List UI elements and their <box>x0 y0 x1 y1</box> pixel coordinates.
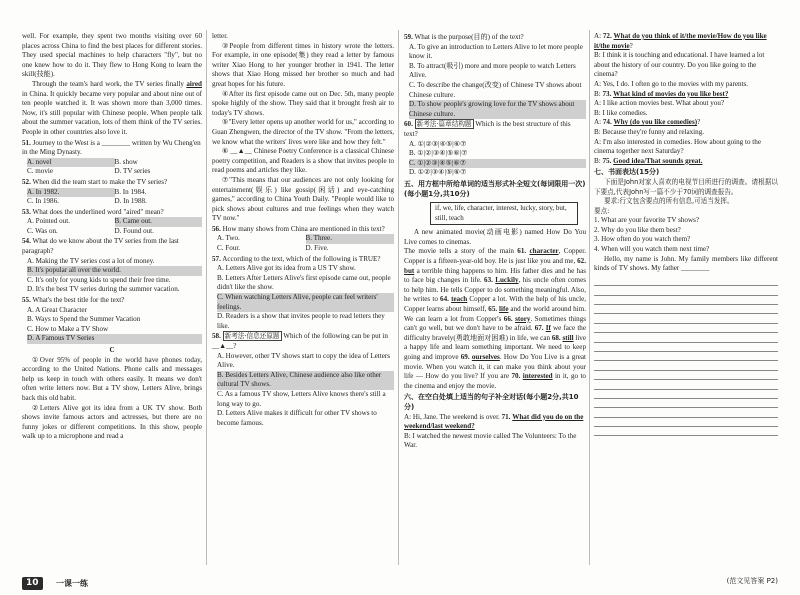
dialogue-line: B: 73. What kind of movies do you like best? <box>594 89 729 98</box>
question-59: 59. What is the purpose(目的) of the text? A. To give an introduction to Letters Alive to let more people know it. B. To attract(吸引) more and more people to watch Letters Alive. C. To describe the change(改变) of Chinese TV shows about Chinese culture. D. To show people's growing love for the TV shows about Chinese culture. <box>404 33 586 119</box>
blank-69[interactable]: ourselves <box>471 353 500 361</box>
option-c[interactable]: C. When watching Letters Alive, people can feel writers' feelings. <box>217 293 394 312</box>
blank-64[interactable]: teach <box>451 295 468 304</box>
column-4 <box>594 32 778 436</box>
option-b[interactable]: B. To attract(吸引) more and more people to watch Letters Alive. <box>409 61 576 80</box>
blank-71[interactable]: What did you do on the weekend/last weekend? <box>404 412 584 431</box>
option-d[interactable]: D. Readers is a show that invites people to read letters they like. <box>217 312 385 330</box>
option-a[interactable]: A. Two. <box>217 234 240 243</box>
dialogue-line: B: I like comedies. <box>594 108 648 117</box>
writing-requirement: 要求:行文包含要点的所有信息,可适当发挥。 <box>604 197 734 206</box>
passage-paragraph: ⑥ __▲__ Chinese Poetry Conference is a classical Chinese poetry competition, and Readers is a show that invites people to read poems and articles they like. <box>212 147 394 175</box>
dialogue-line: B: 75. Good idea/That sounds great. <box>594 156 703 165</box>
question-58: 58. 新考法·信息还原题 Which of the following can be put in __▲__? A. However, other TV shows start to copy the idea of Letters Alive. B. Besides Letters Alive, Chinese audience also like other cultural TV shows. C. As a famous TV show, Letters Alive knows there's still a long way to go. D. Letters Alive makes it difficult for other TV shows to become famous. <box>212 332 394 428</box>
dialogue-line: A: I like action movies best. What about you? <box>594 99 725 108</box>
passage-paragraph: ②Letters Alive got its idea from a UK TV show. Both shows invite famous actors and actresses, but there are no funny jokes or different competitions. In this show, people walk up to a microphone and read a <box>22 403 202 441</box>
option-b[interactable]: B. ①|②|③④|⑤⑥|⑦ <box>409 149 468 158</box>
blank-75[interactable]: Good idea/That sounds great. <box>613 156 703 165</box>
question-type-tag: 新考法·信息还原题 <box>224 332 280 341</box>
column-2 <box>212 32 394 428</box>
option-c[interactable]: C. ①|②③|④⑤|⑥⑦ <box>409 159 586 169</box>
option-c[interactable]: C. Was on. <box>27 226 58 235</box>
question-56: 56. How many shows from China are mentioned in this text? A. Two. B. Three. C. Four. D. Five. <box>212 225 394 254</box>
blank-61[interactable]: character <box>529 247 559 256</box>
option-a[interactable]: A. ①|②③|④⑤|⑥⑦ <box>409 139 467 148</box>
cloze-passage: The movie tells a story of the main 61. character, Copper. Copper is a fifteen-year-old boy. He is just like you and me, 62. but a terrible thing happens to him. His father dies and he has to face big changes in life. 63. Luckily, his uncle often comes to help him. He tells Copper to do something meaningful. Also, he writes to 64. teach Copper a lot. With the help of his uncle, Copper learns about himself, 65. life and the world around him. We can learn a lot from Copper's 66. story. Sometimes things can't go well, but we don't have to be afraid. 67. If we face the difficulty bravely(勇敢地面对困难) in life, we can 68. still live a happy life and learn something important. We need to keep going and improve 69. ourselves. How Do You Live is a great movie. When you watch it, it can make you think about your life — How do you live? If you are 70. interested in it, go to the cinema and enjoy the movie. <box>404 247 587 390</box>
option-d[interactable]: D. To show people's growing love for the TV shows about Chinese culture. <box>409 100 586 119</box>
dialogue-line: A: 72. What do you think of it/the movie/How do you like it/the movie? <box>594 32 767 50</box>
section-heading: 七、书面表达(15分) <box>594 168 660 177</box>
option-a[interactable]: A. Pointed out. <box>27 217 70 226</box>
blank-74[interactable]: Why (do you like comedies) <box>613 118 698 127</box>
question-55: 55. What's the best title for the text? A. A Great Character B. Ways to Spend the Summer Vacation C. How to Make a TV Show D. A Famous TV Series <box>22 296 202 344</box>
option-d[interactable]: D. It's the best TV series during the summer vacation. <box>27 285 180 294</box>
dialogue-line: A: Yes, I do. I often go to the movies with my parents. <box>594 79 749 88</box>
column-1 <box>22 32 202 442</box>
column-divider <box>589 30 590 565</box>
page-number: 10 <box>22 577 43 590</box>
option-a[interactable]: A. In 1982. <box>27 188 115 198</box>
passage-paragraph: ①Over 95% of people in the world have phones today, according to the United Nations. Phone calls and messages help us keep in touch with others easily. It means we don't often write letters now. But a TV show, Letters Alive, brings back this old habit. <box>22 355 202 402</box>
passage-paragraph: ⑦"This means that our audiences are not only looking for entertainment(娱乐) like gossip(闲话) and eye-catching games," according to China Youth Daily. "People would like to pick shows about cultures and true feelings when they watch TV now." <box>212 175 394 223</box>
option-d[interactable]: D. Letters Alive makes it difficult for other TV shows to become famous. <box>217 409 377 427</box>
option-b[interactable]: B. In 1984. <box>114 187 147 196</box>
option-c[interactable]: C. It's only for young kids to spend their free time. <box>27 275 171 284</box>
question-54: 54. What do we know about the TV series from the last paragraph? A. Making the TV series cost a lot of money. B. It's popular all over the world. C. It's only for young kids to spend their free time. D. It's the best TV series during the summer vacation. <box>22 237 202 295</box>
book-label: 一课一练 <box>56 579 88 589</box>
column-divider <box>206 30 207 565</box>
passage-paragraph: ③People from different times in history wrote the letters. For example, in one episode(集) they read a letter by famous writer Xiao Hong to her younger brother in 1941. The letter shows that Xiao Hong missed her brother so much and had great hopes for his future. <box>212 41 394 88</box>
point-item: 3. How often do you watch them? <box>594 235 691 244</box>
section-heading: 六、在空白处填上适当的句子补全对话(每小题2分,共10分) <box>404 393 579 411</box>
passage-paragraph: ④After its first episode came out on Dec. 5th, many people spoke highly of the show. They said that it brought fresh air to today's TV shows. <box>212 89 394 117</box>
question-type-tag: 新考法·篇章结构题 <box>416 120 472 129</box>
point-item: 2. Why do you like them best? <box>594 225 681 234</box>
question-51: 51. Journey to the West is a ________ written by Wu Cheng'en in the Ming Dynasty. A. novel B. show C. movie D. TV series <box>22 138 201 176</box>
option-d[interactable]: D. Found out. <box>114 226 154 235</box>
blank-67[interactable]: If <box>545 324 551 333</box>
dialogue-line: B: I think it is touching and educational. I have learned a lot about the history of our country. Do you like going to the cinema? <box>594 51 765 79</box>
option-a[interactable]: A. Letters Alive got its idea from a US TV show. <box>217 264 356 273</box>
blank-63[interactable]: Luckily <box>495 276 519 285</box>
option-c[interactable]: C. In 1986. <box>27 197 59 206</box>
option-a[interactable]: A. However, other TV shows start to copy the idea of Letters Alive. <box>217 351 391 370</box>
word-box: if, we, life, character, interest, lucky, story, but, still, teach <box>430 202 578 225</box>
question-57: 57. According to the text, which of the following is TRUE? A. Letters Alive got its idea from a US TV show. B. Letters After Letters Alive's first episode came out, people didn't like the show. C. When watching Letters Alive, people can feel writers' feelings. D. Readers is a show that invites people to read letters they like. <box>212 255 394 332</box>
option-c[interactable]: C. How to Make a TV Show <box>27 324 109 333</box>
option-b[interactable]: B. Besides Letters Alive, Chinese audience also like other cultural TV shows. <box>217 371 394 390</box>
question-60: 60. 新考法·篇章结构题 Which is the best structure of this text? A. ①|②③|④⑤|⑥⑦ B. ①|②|③④|⑤⑥|⑦ C. ①|②③|④⑤|⑥⑦ D. ①②|③④|⑤|⑥⑦ <box>404 120 586 178</box>
option-a[interactable]: A. Making the TV series cost a lot of money. <box>27 256 155 265</box>
dialogue-line: B: I watched the newest movie called The Volunteers: To the War. <box>404 431 577 450</box>
question-52: 52. When did the team start to make the TV series? A. In 1982. B. In 1984. C. In 1986. D. In 1988. <box>22 178 202 207</box>
option-b[interactable]: B. Came out. <box>115 217 203 227</box>
option-a[interactable]: A. A Great Character <box>27 305 87 314</box>
dialogue-line: A: Hi, Jane. The weekend is over. 71. What did you do on the weekend/last weekend? <box>404 412 584 431</box>
blank-65[interactable]: life <box>499 305 509 314</box>
point-item: 1. What are your favorite TV shows? <box>594 216 699 225</box>
dialogue-line: B: Because they're funny and relaxing. <box>594 127 705 136</box>
answer-reference: (范文见答案 P2) <box>726 577 778 586</box>
writing-start: Hello, my name is John. My family members like different kinds of TV shows. My father ________ <box>594 254 778 273</box>
option-b[interactable]: B. show <box>114 157 138 166</box>
blank-73[interactable]: What kind of movies do you like best? <box>613 89 729 98</box>
blank-70[interactable]: interested <box>522 372 553 381</box>
blank-66[interactable]: story <box>515 314 531 323</box>
option-d[interactable]: D. In 1988. <box>114 197 147 206</box>
passage-paragraph: Through the team's hard work, the TV series finally aired in China. It quickly became very popular and about nine out of ten people watched it. It was shown more than 3,000 times. Now, it's still popular with Chinese people. When people talk about the summer vacation, lots of them think of the TV series. People in other countries also love it. <box>22 79 202 136</box>
option-a[interactable]: A. novel <box>27 158 115 168</box>
points-title: 要点: <box>594 206 610 215</box>
dialogue-line: A: I'm also interested in comedies. How about going to the cinema together next Saturday? <box>594 137 761 156</box>
option-d[interactable]: D. ①②|③④|⑤|⑥⑦ <box>409 168 467 177</box>
option-d[interactable]: D. Five. <box>305 244 329 253</box>
option-b[interactable]: B. Ways to Spend the Summer Vacation <box>27 315 141 324</box>
blank-68[interactable]: still <box>562 333 574 342</box>
point-item: 4. When will you watch them next time? <box>594 245 710 254</box>
writing-prompt: 下面是John对家人喜欢的电视节目所进行的调查。请根据以下要点,代表John写一篇不少于70词的调查报告。 <box>594 177 778 196</box>
option-b[interactable]: B. Three. <box>306 234 395 244</box>
blank-62[interactable]: but <box>404 266 415 275</box>
cloze-passage: A new animated movie(动画电影) named How Do You Live comes to cinemas. <box>404 228 586 246</box>
option-d[interactable]: D. A Famous TV Series <box>27 334 202 344</box>
passage-heading: C <box>109 346 115 354</box>
option-a[interactable]: A. To give an introduction to Letters Alive to let more people know it. <box>409 42 583 61</box>
dialogue-line: A: 74. Why (do you like comedies)? <box>594 118 701 127</box>
option-c[interactable]: C. movie <box>27 167 54 176</box>
passage-paragraph: well. For example, they spent two months visiting over 60 places across China to find the best places for different stories. They used special machines to help characters "fly", but no one knew how to do it. They flew to Hong Kong to learn the skill(技能). <box>22 32 202 79</box>
option-b[interactable]: B. It's popular all over the world. <box>27 266 202 276</box>
column-3 <box>404 32 586 451</box>
column-divider <box>398 30 399 565</box>
option-c[interactable]: C. Four. <box>217 244 241 253</box>
blank-72[interactable]: What do you think of it/the movie/How do you like it/the movie <box>594 32 767 50</box>
option-c[interactable]: C. As a famous TV show, Letters Alive knows there's still a long way to go. <box>217 389 386 408</box>
writing-area[interactable] <box>594 277 778 437</box>
passage-paragraph: ⑤"Every letter opens up another world for us," according to Guan Zhengwen, the director of the TV show. "From the letters, we know what the writers' lives were like and how they felt." <box>212 118 394 146</box>
option-c[interactable]: C. To describe the change(改变) of Chinese TV shows about Chinese culture. <box>409 80 582 99</box>
section-heading: 五、用方框中所给单词的适当形式补全短文(每词限用一次)(每小题1分,共10分) <box>404 179 586 198</box>
question-53: 53. What does the underlined word "aired" mean? A. Pointed out. B. Came out. C. Was on. D. Found out. <box>22 208 202 237</box>
option-b[interactable]: B. Letters After Letters Alive's first episode came out, people didn't like the show. <box>217 273 391 292</box>
passage-paragraph: letter. <box>212 32 228 40</box>
option-d[interactable]: D. TV series <box>114 167 151 176</box>
